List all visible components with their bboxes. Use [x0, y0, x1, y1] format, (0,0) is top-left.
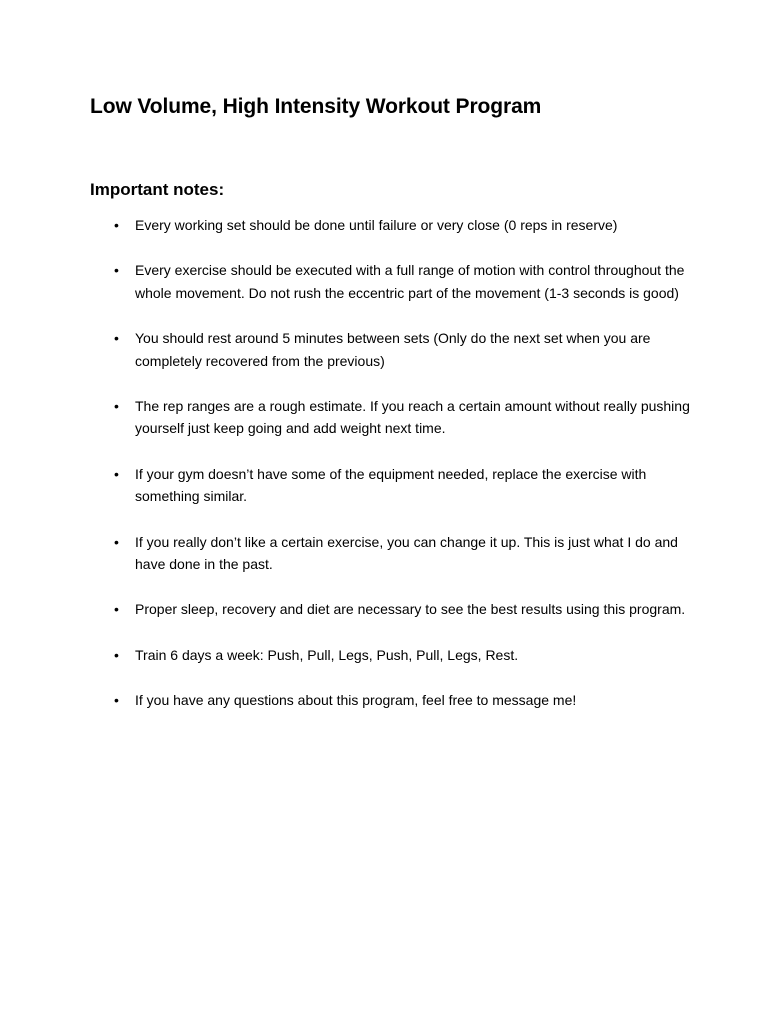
bullet-icon: • — [114, 646, 119, 663]
bullet-icon: • — [114, 330, 119, 347]
note-text: If your gym doesn’t have some of the equipment needed, replace the exercise with something similar. — [135, 465, 647, 505]
note-text: If you really don’t like a certain exercise, you can change it up. This is just what I do and have done in the past. — [135, 533, 678, 573]
note-text: Proper sleep, recovery and diet are necessary to see the best results using this program. — [135, 601, 686, 618]
note-item — [90, 327, 690, 372]
note-item — [90, 531, 690, 576]
note-item — [90, 214, 690, 236]
note-item — [90, 395, 690, 440]
notes-heading: Important notes: — [90, 180, 225, 199]
note-item — [90, 644, 690, 666]
bullet-icon: • — [114, 398, 119, 415]
notes-list — [90, 214, 690, 735]
note-text: Train 6 days a week: Push, Pull, Legs, Push, Pull, Legs, Rest. — [135, 646, 519, 663]
note-text: Every exercise should be executed with a full range of motion with control throughout the whole movement. Do not rush the eccentric part of the movement (1-3 seconds is good) — [135, 262, 685, 301]
note-item — [90, 259, 690, 304]
bullet-icon: • — [114, 465, 119, 482]
note-item — [90, 689, 690, 711]
note-item — [90, 463, 690, 508]
bullet-icon: • — [114, 533, 119, 550]
note-item — [90, 598, 690, 620]
bullet-icon: • — [114, 601, 119, 618]
note-text: The rep ranges are a rough estimate. If you reach a certain amount without really pushing yourself just keep going and add weight next time. — [135, 398, 690, 437]
bullet-icon: • — [114, 217, 119, 233]
bullet-icon: • — [114, 692, 119, 709]
note-text: You should rest around 5 minutes between sets (Only do the next set when you are completely recovered from the previous) — [135, 330, 651, 369]
note-text: If you have any questions about this program, feel free to message me! — [135, 692, 577, 709]
note-text: Every working set should be done until failure or very close (0 reps in reserve) — [135, 217, 618, 233]
bullet-icon: • — [114, 262, 119, 279]
document-title: Low Volume, High Intensity Workout Program — [90, 95, 542, 118]
